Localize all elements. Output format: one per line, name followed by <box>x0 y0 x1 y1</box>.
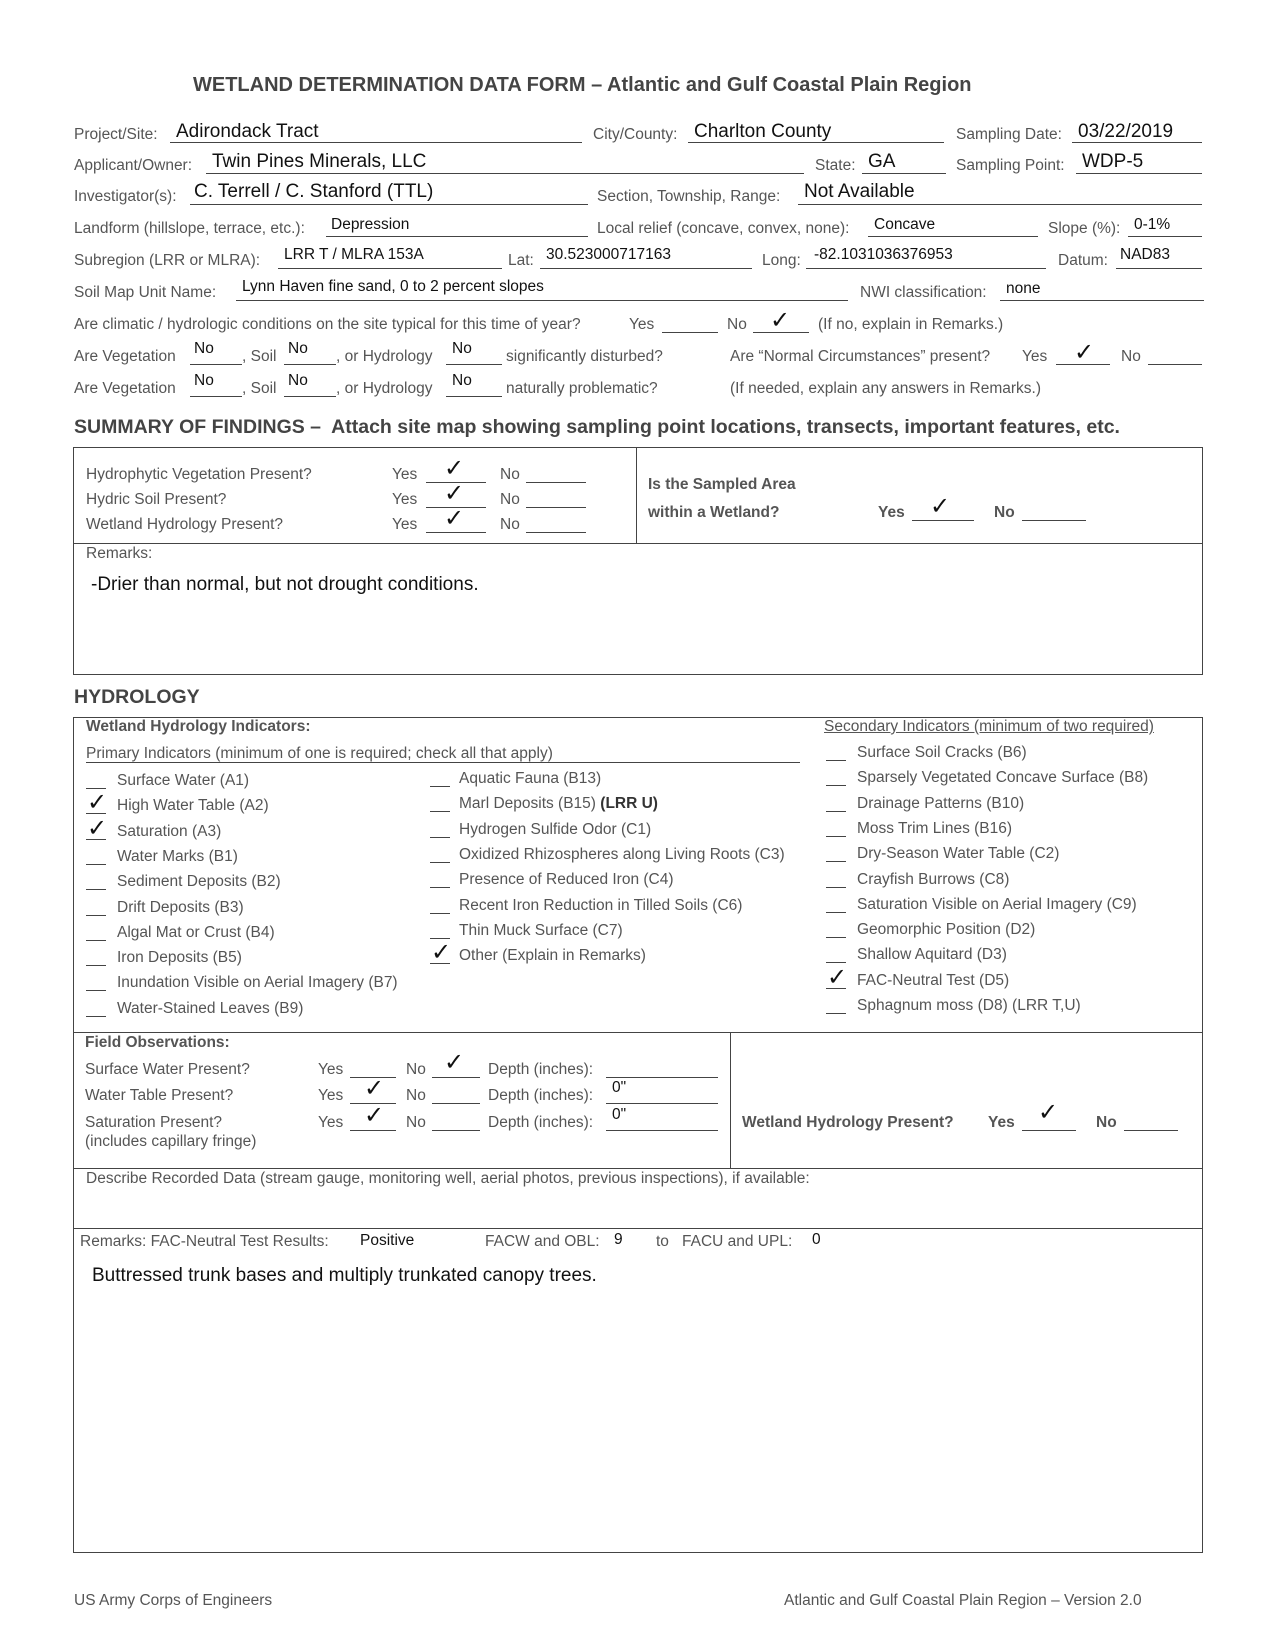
indicator-label: Thin Muck Surface (C7) <box>459 921 623 939</box>
indicator-label: Recent Iron Reduction in Tilled Soils (C6) <box>459 896 743 914</box>
hydrology-remarks-text[interactable]: Buttressed trunk bases and multiply trunkated canopy trees. <box>92 1265 597 1286</box>
form-title: WETLAND DETERMINATION DATA FORM – Atlantic and Gulf Coastal Plain Region <box>193 74 972 96</box>
no-label: No <box>500 491 520 508</box>
indicator-label: Drainage Patterns (B10) <box>857 794 1025 812</box>
check-icon: ✓ <box>364 1074 385 1102</box>
normal-no-blank[interactable] <box>1148 364 1202 365</box>
indicator-label: Aquatic Fauna (B13) <box>459 770 602 787</box>
no-label: No <box>994 504 1015 521</box>
indicator-checkbox[interactable] <box>86 965 106 966</box>
indicator-extra: (LRR U) <box>600 795 658 813</box>
water-table-label: Water Table Present? <box>85 1087 234 1104</box>
depth-label: Depth (inches): <box>488 1061 594 1078</box>
indicator-checkbox[interactable] <box>826 785 846 786</box>
check-icon: ✓ <box>444 454 465 482</box>
soil-label-3: , Soil <box>242 380 277 397</box>
indicator-checkbox[interactable] <box>86 915 106 916</box>
indicator-checkbox[interactable] <box>86 940 106 941</box>
wetland-hydrology-label: Wetland Hydrology Present? <box>86 516 284 533</box>
indicator-checkbox[interactable] <box>430 786 450 787</box>
project-label: Project/Site: <box>74 126 158 143</box>
no-label: No <box>406 1087 426 1104</box>
summary-remarks-text[interactable]: -Drier than normal, but not drought conditions. <box>91 574 479 595</box>
surface-water-depth-field[interactable] <box>606 1077 718 1078</box>
hydrology-label: , or Hydrology <box>336 348 433 365</box>
summary-heading: SUMMARY OF FINDINGS – Attach site map showing sampling point locations, transects, important features, etc. <box>74 416 1120 438</box>
sampled-no-blank[interactable] <box>1022 520 1086 521</box>
indicator-checkbox[interactable] <box>430 837 450 838</box>
facu-label: FACU and UPL: <box>682 1233 793 1250</box>
indicator-label: Iron Deposits (B5) <box>117 949 242 967</box>
no-label: No <box>406 1061 426 1078</box>
saturation-depth-field[interactable]: 0" <box>612 1106 627 1123</box>
vegetation-label: Are Vegetation <box>74 380 176 397</box>
indicator-checkbox[interactable] <box>86 889 106 890</box>
applicant-field[interactable]: Twin Pines Minerals, LLC <box>212 151 427 172</box>
footer-right: Atlantic and Gulf Coastal Plain Region – Version 2.0 <box>784 1592 1142 1609</box>
slope-label: Slope (%): <box>1048 220 1121 237</box>
water-table-depth-field[interactable]: 0" <box>612 1079 627 1096</box>
section-field[interactable]: Not Available <box>804 181 915 202</box>
date-label: Sampling Date: <box>956 126 1062 143</box>
yes-label: Yes <box>318 1087 344 1104</box>
subregion-label: Subregion (LRR or MLRA): <box>74 252 261 269</box>
city-field[interactable]: Charlton County <box>694 121 832 142</box>
yes-label: Yes <box>878 504 905 521</box>
relief-label: Local relief (concave, convex, none): <box>597 220 850 237</box>
check-icon: ✓ <box>1074 338 1095 366</box>
surface-water-label: Surface Water Present? <box>85 1061 250 1078</box>
climatic-yes-label: Yes <box>629 316 655 333</box>
vegetation-label: Are Vegetation <box>74 348 176 365</box>
datum-field[interactable]: NAD83 <box>1120 246 1170 263</box>
hydrology-present-no-blank[interactable] <box>1124 1130 1178 1131</box>
long-label: Long: <box>762 252 801 269</box>
indicator-label: Hydrogen Sulfide Odor (C1) <box>459 820 652 838</box>
indicator-checkbox[interactable] <box>430 887 450 888</box>
soil-field[interactable]: Lynn Haven fine sand, 0 to 2 percent slopes <box>242 278 544 295</box>
hydrology-disturbed-field[interactable]: No <box>452 340 472 357</box>
saturation-yes-blank[interactable] <box>350 1130 396 1131</box>
investigator-field[interactable]: C. Terrell / C. Stanford (TTL) <box>194 181 434 202</box>
normal-yes-label: Yes <box>1022 348 1048 365</box>
relief-field[interactable]: Concave <box>874 216 936 233</box>
indicator-checkbox[interactable] <box>826 861 846 862</box>
climatic-no-label: No <box>727 316 747 333</box>
depth-label: Depth (inches): <box>488 1087 594 1104</box>
remarks-note: (If needed, explain any answers in Remarks.) <box>730 380 1042 397</box>
indicator-label: Surface Water (A1) <box>117 772 250 789</box>
no-label: No <box>500 516 520 533</box>
saturation-label: Saturation Present? <box>85 1114 223 1131</box>
applicant-label: Applicant/Owner: <box>74 157 193 174</box>
fac-result-field[interactable]: Positive <box>360 1232 415 1249</box>
saturation-no-blank[interactable] <box>432 1130 480 1131</box>
recorded-data-label: Describe Recorded Data (stream gauge, monitoring well, aerial photos, previous inspections), if available: <box>86 1170 810 1187</box>
climatic-yes-blank[interactable] <box>662 332 718 333</box>
date-field[interactable]: 03/22/2019 <box>1078 121 1174 142</box>
indicator-label: Other (Explain in Remarks) <box>459 947 646 965</box>
indicator-label: Inundation Visible on Aerial Imagery (B7) <box>117 974 398 992</box>
lat-field[interactable]: 30.523000717163 <box>546 246 671 263</box>
indicator-label: Presence of Reduced Iron (C4) <box>459 871 674 889</box>
project-field[interactable]: Adirondack Tract <box>176 121 319 142</box>
long-field[interactable]: -82.1031036376953 <box>814 246 953 263</box>
check-icon: ✓ <box>444 504 465 532</box>
primary-indicators-title: Primary Indicators (minimum of one is required; check all that apply) <box>86 745 553 762</box>
indicator-label: Algal Mat or Crust (B4) <box>117 923 275 941</box>
indicator-label: Saturation Visible on Aerial Imagery (C9) <box>857 895 1137 913</box>
datum-label: Datum: <box>1058 252 1108 269</box>
climatic-question: Are climatic / hydrologic conditions on the site typical for this time of year? <box>74 316 581 333</box>
hydrology-present-yes-blank[interactable] <box>1022 1130 1076 1131</box>
indicator-checkbox[interactable] <box>826 887 846 888</box>
normal-circumstances-question: Are “Normal Circumstances” present? <box>730 348 991 365</box>
check-icon: ✓ <box>444 479 465 507</box>
indicator-checkbox[interactable] <box>86 1016 106 1017</box>
check-icon: ✓ <box>770 306 791 334</box>
hydrophytic-no-blank[interactable] <box>526 482 586 483</box>
climatic-note: (If no, explain in Remarks.) <box>818 316 1004 333</box>
sampled-yes-blank[interactable] <box>912 520 974 521</box>
check-icon: ✓ <box>87 813 108 842</box>
indicator-checkbox[interactable] <box>826 912 846 913</box>
secondary-indicators-title: Secondary Indicators (minimum of two required) <box>824 718 1154 735</box>
wetland-hydrology-present-question: Wetland Hydrology Present? <box>742 1114 954 1131</box>
indicator-checkbox[interactable] <box>826 937 846 938</box>
indicator-label: Sediment Deposits (B2) <box>117 873 281 891</box>
landform-label: Landform (hillslope, terrace, etc.): <box>74 220 305 237</box>
problematic-label: naturally problematic? <box>506 380 658 397</box>
state-field[interactable]: GA <box>868 151 896 172</box>
capillary-fringe-note: (includes capillary fringe) <box>85 1133 257 1150</box>
vegetation-disturbed-field[interactable]: No <box>194 340 214 357</box>
nwi-field[interactable]: none <box>1006 280 1041 297</box>
indicator-checkbox[interactable] <box>826 760 846 761</box>
yes-label: Yes <box>392 491 418 508</box>
nwi-label: NWI classification: <box>860 284 987 301</box>
indicator-label: Drift Deposits (B3) <box>117 898 244 916</box>
check-icon: ✓ <box>431 938 452 967</box>
slope-field[interactable]: 0-1% <box>1134 216 1171 233</box>
normal-no-label: No <box>1121 348 1141 365</box>
sampled-area-question: Is the Sampled Area <box>648 476 796 493</box>
facw-field[interactable]: 9 <box>614 1231 623 1248</box>
facu-field[interactable]: 0 <box>812 1231 821 1248</box>
indicator-label: Sphagnum moss (D8) (LRR T,U) <box>857 997 1081 1014</box>
indicator-checkbox[interactable] <box>430 913 450 914</box>
indicator-checkbox[interactable] <box>826 811 846 812</box>
indicator-label: Dry-Season Water Table (C2) <box>857 845 1060 863</box>
indicator-checkbox[interactable] <box>826 836 846 837</box>
no-label: No <box>406 1114 426 1131</box>
facw-label: FACW and OBL: <box>485 1233 600 1250</box>
check-icon: ✓ <box>827 962 848 991</box>
to-label: to <box>656 1233 669 1250</box>
hydrology-heading: HYDROLOGY <box>74 686 200 708</box>
indicator-label: Sparsely Vegetated Concave Surface (B8) <box>857 769 1149 787</box>
indicator-label: Geomorphic Position (D2) <box>857 921 1036 939</box>
point-label: Sampling Point: <box>956 157 1065 174</box>
hydrology-problematic-field[interactable]: No <box>452 372 472 389</box>
soil-label: Soil Map Unit Name: <box>74 284 217 301</box>
yes-label: Yes <box>392 516 418 533</box>
hydrology-yes-blank[interactable] <box>426 532 486 533</box>
indicator-label: Surface Soil Cracks (B6) <box>857 744 1027 761</box>
point-field[interactable]: WDP-5 <box>1082 151 1144 172</box>
city-label: City/County: <box>593 126 678 143</box>
hydrology-no-blank[interactable] <box>526 532 586 533</box>
field-observations-title: Field Observations: <box>85 1034 230 1051</box>
sampled-area-question-2: within a Wetland? <box>648 504 780 521</box>
section-label: Section, Township, Range: <box>597 188 781 205</box>
investigator-label: Investigator(s): <box>74 188 177 205</box>
indicator-label: Moss Trim Lines (B16) <box>857 819 1013 837</box>
water-table-no-blank[interactable] <box>432 1103 480 1104</box>
disturbed-label: significantly disturbed? <box>506 348 663 365</box>
depth-label: Depth (inches): <box>488 1114 594 1131</box>
hydrophytic-vegetation-label: Hydrophytic Vegetation Present? <box>86 466 312 483</box>
no-label: No <box>1096 1114 1117 1131</box>
check-icon: ✓ <box>1038 1098 1059 1126</box>
no-label: No <box>500 466 520 483</box>
indicator-checkbox[interactable] <box>826 1013 846 1014</box>
yes-label: Yes <box>392 466 418 483</box>
hydric-no-blank[interactable] <box>526 507 586 508</box>
subregion-field[interactable]: LRR T / MLRA 153A <box>284 246 424 263</box>
indicator-label: FAC-Neutral Test (D5) <box>857 971 1010 989</box>
indicator-label: High Water Table (A2) <box>117 797 269 815</box>
indicator-label: Saturation (A3) <box>117 822 222 840</box>
vegetation-problematic-field[interactable]: No <box>194 372 214 389</box>
indicator-label: Shallow Aquitard (D3) <box>857 946 1007 964</box>
lat-label: Lat: <box>508 252 534 269</box>
indicator-checkbox[interactable] <box>86 864 106 865</box>
summary-remarks-label: Remarks: <box>86 545 153 562</box>
fac-remarks-label: Remarks: FAC-Neutral Test Results: <box>80 1233 329 1250</box>
yes-label: Yes <box>318 1061 344 1078</box>
soil-problematic-field[interactable]: No <box>288 372 308 389</box>
indicator-checkbox[interactable] <box>430 862 450 863</box>
soil-label-2: , Soil <box>242 348 277 365</box>
landform-field[interactable]: Depression <box>331 216 410 233</box>
indicator-label: Oxidized Rhizospheres along Living Roots (C3) <box>459 845 785 863</box>
indicator-label: Marl Deposits (B15) (LRR U) <box>459 795 658 813</box>
footer-left: US Army Corps of Engineers <box>74 1592 273 1609</box>
check-icon: ✓ <box>930 492 951 520</box>
state-label: State: <box>815 157 856 174</box>
indicator-checkbox[interactable] <box>430 811 450 812</box>
indicator-label: Water-Stained Leaves (B9) <box>117 999 304 1017</box>
check-icon: ✓ <box>87 788 108 817</box>
check-icon: ✓ <box>364 1101 385 1129</box>
yes-label: Yes <box>318 1114 344 1131</box>
indicators-title: Wetland Hydrology Indicators: <box>86 718 311 735</box>
hydric-soil-label: Hydric Soil Present? <box>86 491 227 508</box>
check-icon: ✓ <box>444 1048 465 1076</box>
indicator-checkbox[interactable] <box>86 990 106 991</box>
yes-label: Yes <box>988 1114 1015 1131</box>
surface-water-no-blank[interactable] <box>432 1077 480 1078</box>
hydrology-label: , or Hydrology <box>336 380 433 397</box>
indicator-label: Water Marks (B1) <box>117 847 238 865</box>
soil-disturbed-field[interactable]: No <box>288 340 308 357</box>
indicator-label: Crayfish Burrows (C8) <box>857 870 1010 888</box>
